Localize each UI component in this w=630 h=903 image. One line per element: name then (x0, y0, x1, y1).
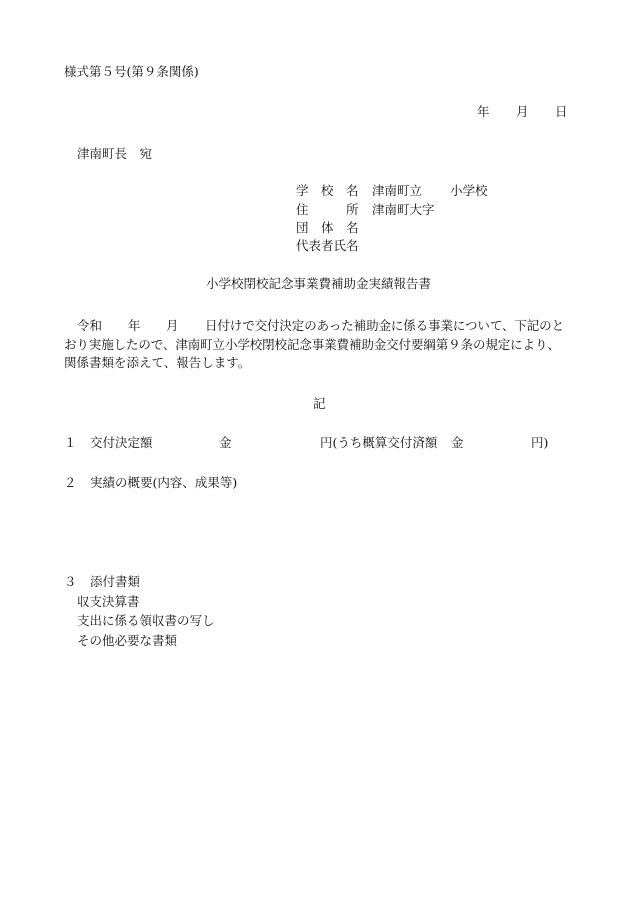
body-line-3: 関係書類を添えて、報告します。 (64, 355, 251, 370)
school-name-suffix: 小学校 (450, 183, 488, 198)
section-2-number: ２ (64, 475, 77, 490)
school-name-label: 学 校 名 (296, 183, 359, 198)
school-name-prefix: 津南町立 (372, 183, 423, 198)
attachment-item: 収支決算書 (77, 594, 140, 609)
body-line-2: おり実施したので、津南町立小学校閉校記念事業費補助金交付要綱第９条の規定により、 (64, 337, 560, 352)
body-line-1: 日付けで交付決定のあった補助金に係る事業について、下記のと (205, 318, 564, 333)
attachment-item: 支出に係る領収書の写し (77, 613, 215, 628)
document-title: 小学校閉校記念事業費補助金実績報告書 (206, 276, 432, 291)
date-year: 年 (477, 104, 490, 119)
organization-label: 団 体 名 (296, 220, 359, 235)
representative-label: 代表者氏名 (296, 238, 359, 253)
section-3-label: 添付書類 (90, 574, 141, 589)
body-year: 年 (128, 318, 141, 333)
section-1-kin-2: 金 (451, 435, 464, 450)
attachment-item: その他必要な書類 (77, 633, 178, 648)
address-label: 住 所 (296, 202, 359, 217)
date-month: 月 (516, 104, 529, 119)
section-1-yen-close: 円) (531, 435, 549, 450)
date-day: 日 (555, 104, 568, 119)
ki-heading: 記 (313, 396, 326, 411)
section-1-number: １ (64, 435, 77, 450)
section-3-number: ３ (64, 574, 77, 589)
section-2-label: 実績の概要(内容、成果等) (90, 475, 238, 490)
form-number: 様式第５号(第９条関係) (64, 64, 199, 79)
address-value: 津南町大字 (372, 202, 435, 217)
body-era: 令和 (77, 318, 103, 333)
section-1-label: 交付決定額 (90, 435, 153, 450)
body-month: 月 (166, 318, 179, 333)
addressee: 津南町長 宛 (77, 146, 153, 161)
section-1-kin: 金 (219, 435, 232, 450)
section-1-yen-paren: 円(うち概算交付済額 (320, 435, 438, 450)
